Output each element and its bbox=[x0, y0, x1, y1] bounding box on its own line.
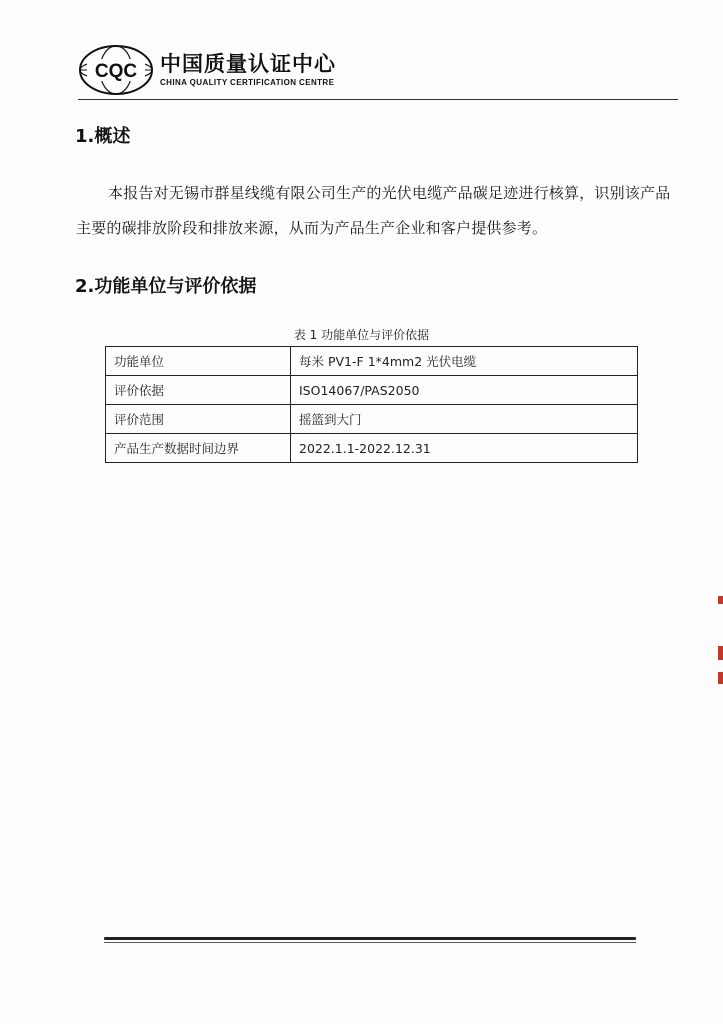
overview-paragraph: 本报告对无锡市群星线缆有限公司生产的光伏电缆产品碳足迹进行核算，识别该产品主要的碳排放阶段和排放来源，从而为产品生产企业和客户提供参考。 bbox=[76, 184, 671, 237]
table-cell-key: 评价依据 bbox=[106, 376, 291, 405]
stamp-edge-mark bbox=[718, 672, 723, 684]
table-cell-value: 每米 PV1-F 1*4mm2 光伏电缆 bbox=[291, 347, 638, 376]
table-row bbox=[106, 405, 638, 434]
org-name bbox=[160, 52, 336, 89]
section-heading-functional-unit: 2.功能单位与评价依据 bbox=[75, 276, 257, 297]
section-heading-overview: 1.概述 bbox=[75, 126, 131, 147]
header-divider bbox=[78, 99, 678, 100]
footer-divider-thin bbox=[104, 942, 636, 943]
table-cell-key: 产品生产数据时间边界 bbox=[106, 434, 291, 463]
org-name-en: CHINA QUALITY CERTIFICATION CENTRE bbox=[160, 78, 335, 87]
page-header bbox=[78, 44, 678, 100]
org-name-cn: 中国质量认证中心 bbox=[160, 52, 336, 76]
footer-divider bbox=[104, 937, 636, 940]
table-cell-key: 评价范围 bbox=[106, 405, 291, 434]
table-row bbox=[106, 376, 638, 405]
stamp-edge-mark bbox=[718, 596, 723, 604]
table-cell-key: 功能单位 bbox=[106, 347, 291, 376]
table-row bbox=[106, 434, 638, 463]
functional-unit-table bbox=[105, 346, 638, 463]
table-caption: 表 1 功能单位与评价依据 bbox=[293, 328, 430, 342]
table-cell-value: 摇篮到大门 bbox=[291, 405, 638, 434]
table-cell-value: ISO14067/PAS2050 bbox=[291, 376, 638, 405]
table-cell-value: 2022.1.1-2022.12.31 bbox=[291, 434, 638, 463]
logo-abbrev: CQC bbox=[94, 61, 138, 82]
stamp-edge-mark bbox=[718, 646, 723, 660]
table-row bbox=[106, 347, 638, 376]
cqc-logo bbox=[78, 44, 154, 96]
